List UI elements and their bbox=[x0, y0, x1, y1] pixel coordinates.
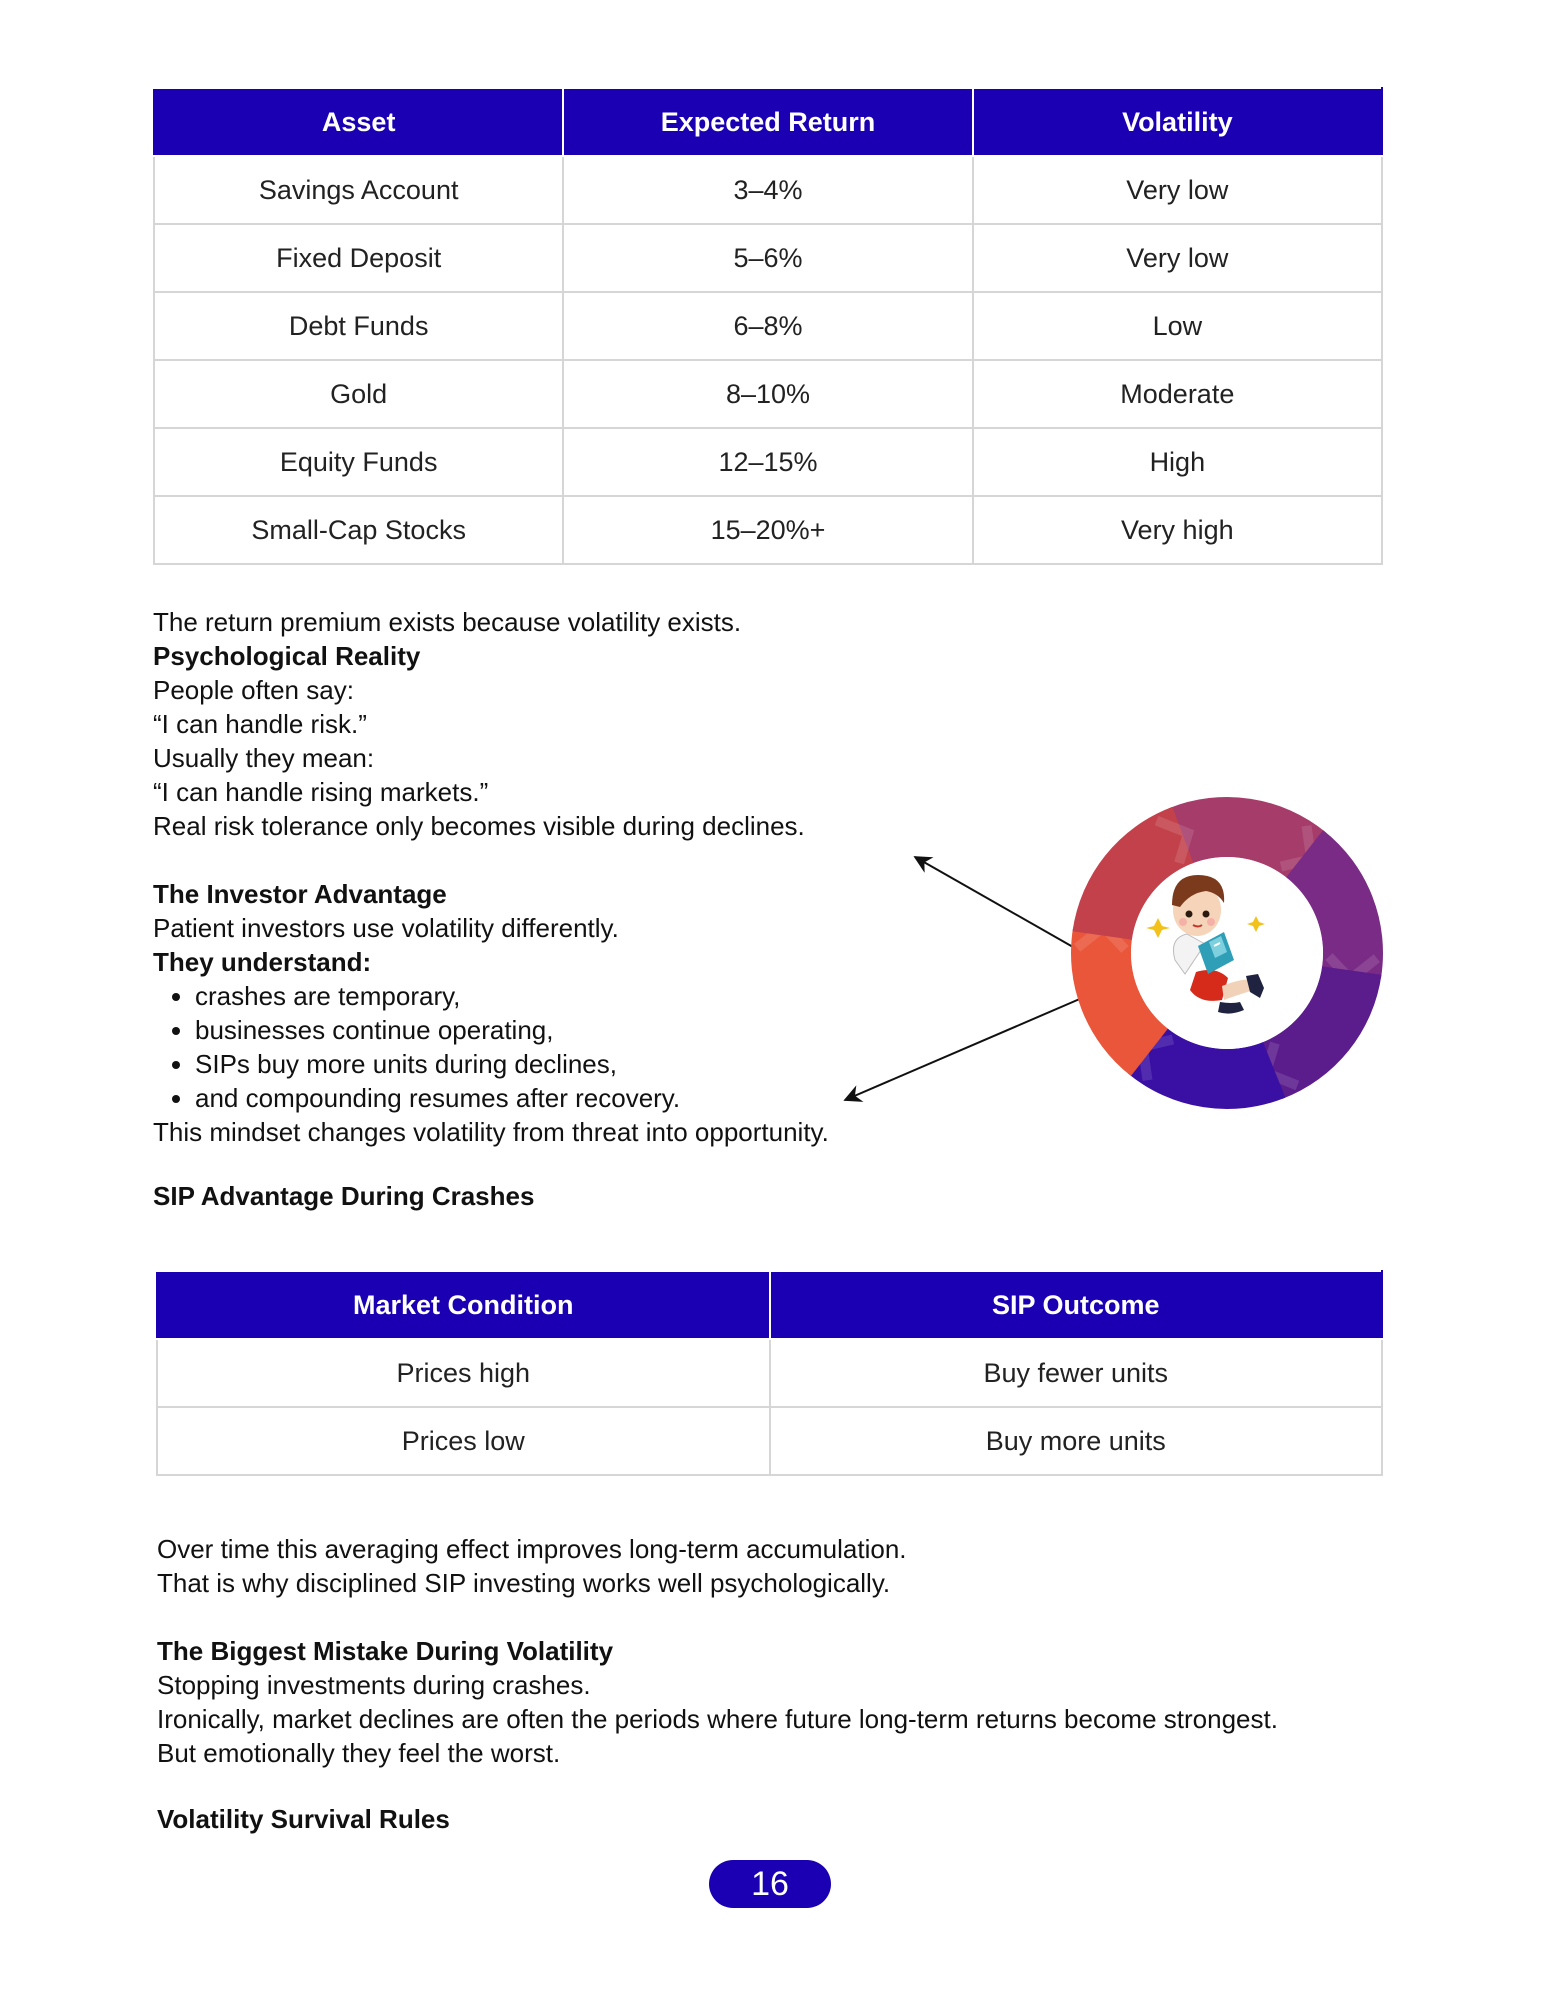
table-cell: Very low bbox=[973, 224, 1382, 292]
table-cell: Savings Account bbox=[154, 156, 563, 224]
header-asset: Asset bbox=[154, 88, 563, 156]
sip-outcome-table bbox=[156, 1270, 1383, 1476]
table-row bbox=[154, 156, 1382, 224]
table-cell: Fixed Deposit bbox=[154, 224, 563, 292]
text-line: That is why disciplined SIP investing works well psychologically. bbox=[157, 1568, 891, 1598]
section-heading-psychological-reality: Psychological Reality bbox=[153, 641, 421, 671]
text-line: Real risk tolerance only becomes visible during declines. bbox=[153, 811, 805, 841]
table-cell: Buy more units bbox=[770, 1407, 1383, 1475]
understand-label: They understand: bbox=[153, 947, 372, 977]
text-line: People often say: bbox=[153, 675, 354, 705]
ring-segment bbox=[1128, 1027, 1286, 1109]
section-heading-investor-advantage: The Investor Advantage bbox=[153, 879, 447, 909]
text-line: Ironically, market declines are often the periods where future long-term returns become strongest. bbox=[157, 1704, 1278, 1734]
table-row bbox=[157, 1407, 1382, 1475]
text-line: Over time this averaging effect improves long-term accumulation. bbox=[157, 1534, 907, 1564]
text-line: “I can handle rising markets.” bbox=[153, 777, 489, 807]
text-line: Patient investors use volatility differently. bbox=[153, 913, 619, 943]
ring-segment bbox=[1071, 927, 1168, 1076]
section-heading-biggest-mistake: The Biggest Mistake During Volatility bbox=[157, 1636, 614, 1666]
table-cell: Low bbox=[973, 292, 1382, 360]
ring-segment bbox=[1169, 797, 1327, 879]
ring-chevron bbox=[1329, 957, 1377, 980]
understand-list bbox=[153, 979, 953, 1115]
table-cell: Very high bbox=[973, 496, 1382, 564]
header-volatility: Volatility bbox=[973, 88, 1382, 156]
list-item: • businesses continue operating, bbox=[195, 1013, 953, 1047]
table-cell: 12–15% bbox=[563, 428, 972, 496]
closing-line: This mindset changes volatility from threat into opportunity. bbox=[153, 1117, 829, 1147]
text-line: Stopping investments during crashes. bbox=[157, 1670, 591, 1700]
table-header-row bbox=[157, 1271, 1382, 1339]
table-row bbox=[154, 496, 1382, 564]
ring-chevron bbox=[1077, 927, 1125, 950]
text-line: But emotionally they feel the worst. bbox=[157, 1738, 561, 1768]
table-cell: Gold bbox=[154, 360, 563, 428]
table-cell: Equity Funds bbox=[154, 428, 563, 496]
ring-segment bbox=[1286, 830, 1383, 979]
table-cell: High bbox=[973, 428, 1382, 496]
table-cell: Very low bbox=[973, 156, 1382, 224]
table-cell: 8–10% bbox=[563, 360, 972, 428]
list-item: • SIPs buy more units during declines, bbox=[195, 1047, 953, 1081]
averaging-section bbox=[157, 1532, 1457, 1770]
header-market-condition: Market Condition bbox=[157, 1271, 770, 1339]
reading-child-illustration bbox=[1146, 875, 1265, 1014]
table-row bbox=[154, 360, 1382, 428]
psychology-section bbox=[153, 605, 953, 1149]
header-sip-outcome: SIP Outcome bbox=[770, 1271, 1383, 1339]
table-cell: 6–8% bbox=[563, 292, 972, 360]
intro-line: The return premium exists because volatility exists. bbox=[153, 607, 742, 637]
table-cell: 15–20%+ bbox=[563, 496, 972, 564]
header-expected-return: Expected Return bbox=[563, 88, 972, 156]
table-cell: Prices high bbox=[157, 1339, 770, 1407]
sip-advantage-heading: SIP Advantage During Crashes bbox=[153, 1181, 535, 1211]
list-item: • crashes are temporary, bbox=[195, 979, 953, 1013]
table-cell: 3–4% bbox=[563, 156, 972, 224]
table-header-row bbox=[154, 88, 1382, 156]
table-cell: Buy fewer units bbox=[770, 1339, 1383, 1407]
table-row bbox=[154, 224, 1382, 292]
table-row bbox=[157, 1339, 1382, 1407]
text-line: “I can handle risk.” bbox=[153, 709, 367, 739]
ring-chevron bbox=[1157, 821, 1188, 863]
text-line: Usually they mean: bbox=[153, 743, 375, 773]
ring-segments bbox=[1071, 797, 1383, 1109]
ring-chevron bbox=[1143, 1040, 1173, 1081]
survival-rules-heading: Volatility Survival Rules bbox=[157, 1804, 450, 1834]
ring-chevron bbox=[1281, 826, 1311, 867]
list-item: • and compounding resumes after recovery. bbox=[195, 1081, 953, 1115]
ring-chevron bbox=[1266, 1043, 1297, 1085]
table-cell: Prices low bbox=[157, 1407, 770, 1475]
page-number-badge: 16 bbox=[709, 1860, 831, 1908]
table-row bbox=[154, 428, 1382, 496]
ring-segment bbox=[1073, 807, 1194, 940]
ring-segment bbox=[1261, 966, 1382, 1099]
asset-return-table bbox=[153, 87, 1383, 565]
table-row bbox=[154, 292, 1382, 360]
table-cell: 5–6% bbox=[563, 224, 972, 292]
table-cell: Moderate bbox=[973, 360, 1382, 428]
table-cell: Small-Cap Stocks bbox=[154, 496, 563, 564]
ring-center bbox=[1131, 857, 1323, 1049]
table-cell: Debt Funds bbox=[154, 292, 563, 360]
